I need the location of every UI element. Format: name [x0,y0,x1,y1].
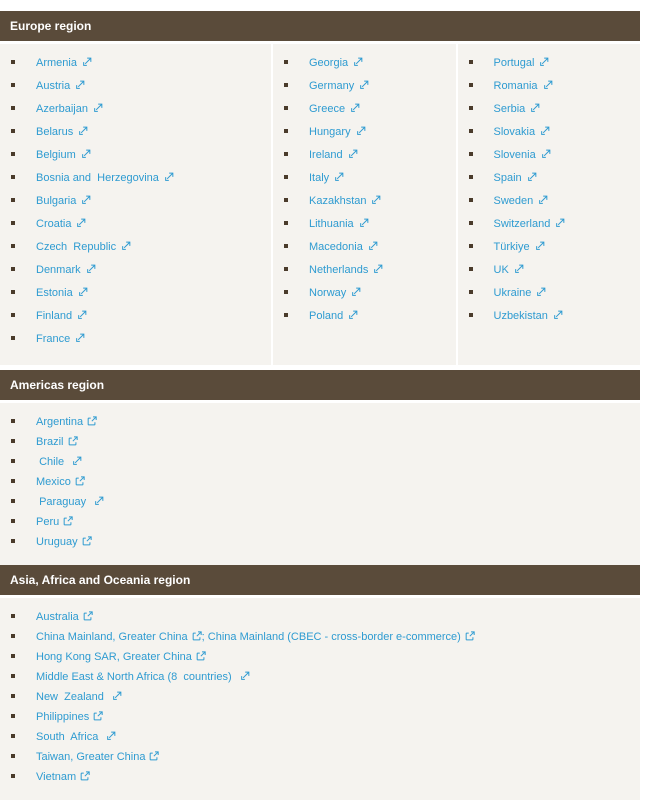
country-label: Germany [309,80,355,92]
bullet-icon [11,614,15,618]
external-link-arrow[interactable] [106,731,116,745]
country-label: Azerbaijan [36,103,88,115]
country-link[interactable] [309,195,381,207]
europe-columns [0,44,640,365]
country-link[interactable] [36,241,131,253]
country-link[interactable] [309,310,358,322]
external-link-arrow[interactable] [121,241,131,255]
country-label: Ukraine [493,287,532,299]
country-list-item [458,217,641,231]
external-link-box[interactable] [149,751,159,765]
europe-column-1 [0,44,271,365]
external-link-arrow[interactable] [75,333,85,347]
country-label: Spain [493,172,522,184]
external-link-arrow[interactable] [538,195,548,209]
bullet-icon [469,313,473,317]
country-list-item [0,125,271,139]
country-link[interactable] [494,80,553,92]
country-label: Netherlands [309,264,369,276]
country-link[interactable] [309,264,383,276]
bullet-icon [469,152,473,156]
bullet-icon [469,198,473,202]
country-link[interactable] [36,310,87,322]
external-link-arrow[interactable] [359,218,369,232]
country-label: Uruguay [36,536,78,548]
country-list-item [0,475,640,489]
section-europe [0,11,640,365]
country-link[interactable] [36,80,85,92]
country-label: Portugal [493,57,535,69]
country-link[interactable] [494,218,566,230]
country-list-item [273,171,456,185]
country-link[interactable] [36,611,93,623]
country-list-item [0,56,271,70]
country-list-item [0,435,640,449]
country-label: Armenia [36,57,77,69]
country-list-item [0,332,271,346]
country-label: UK [493,264,509,276]
external-link-box[interactable] [192,631,202,645]
section-asia-africa-oceania [0,565,640,800]
bullet-icon [469,175,473,179]
external-link-arrow[interactable] [541,149,551,163]
country-list-item [0,79,271,93]
country-list-item [458,286,641,300]
bullet-icon [284,313,288,317]
bullet-icon [11,754,15,758]
country-link[interactable] [36,516,73,528]
external-link-box[interactable] [68,436,78,450]
external-link-box[interactable] [196,651,206,665]
country-label: South Africa [36,731,102,743]
country-label: Bulgaria [36,195,77,207]
country-label: Vietnam [36,771,77,783]
bullet-icon [284,244,288,248]
bullet-icon [11,519,15,523]
country-link[interactable] [36,264,96,276]
country-link[interactable] [36,126,88,138]
external-link-arrow[interactable] [527,172,537,186]
bullet-icon [284,267,288,271]
country-list-item [0,515,640,529]
country-label: Australia [36,611,79,623]
country-link[interactable] [309,218,369,230]
bullet-icon [11,152,15,156]
country-link[interactable] [36,287,88,299]
country-list-item [458,240,641,254]
country-link[interactable] [494,310,563,322]
bullet-icon [469,60,473,64]
country-list-item [458,79,641,93]
bullet-icon [11,479,15,483]
bullet-icon [11,499,15,503]
country-label: Georgia [309,57,349,69]
bullet-icon [11,129,15,133]
country-label: China Mainland (CBEC - cross-border e-commerce) [207,631,461,643]
country-link[interactable] [36,218,86,230]
external-link-arrow[interactable] [72,456,82,470]
country-list-item [0,710,640,724]
external-link-arrow[interactable] [240,671,250,685]
country-label: Austria [36,80,71,92]
country-list-item [0,730,640,744]
country-list-item [0,650,640,664]
external-link-box[interactable] [80,771,90,785]
country-link[interactable] [494,287,547,299]
country-link[interactable] [36,476,85,488]
country-link[interactable] [36,149,91,161]
country-list-item [273,148,456,162]
country-link[interactable] [36,631,202,643]
country-label: Romania [493,80,538,92]
country-list-item [0,309,271,323]
country-label: Slovenia [493,149,536,161]
country-link[interactable] [36,691,122,703]
bullet-icon [11,539,15,543]
country-list-item [0,670,640,684]
country-list-item [0,750,640,764]
country-list-item [458,171,641,185]
country-link[interactable] [494,103,541,115]
external-link-arrow[interactable] [356,126,366,140]
country-label: Greece [309,103,346,115]
bullet-icon [11,459,15,463]
country-label: Philippines [36,711,90,723]
country-link[interactable] [36,671,250,683]
external-link-arrow[interactable] [368,241,378,255]
bullet-icon [284,175,288,179]
bullet-icon [11,694,15,698]
europe-column-3 [458,44,641,365]
country-label: Mexico [36,476,71,488]
section-americas [0,370,640,565]
external-link-arrow[interactable] [351,287,361,301]
country-list-item [273,217,456,231]
country-label: Hong Kong SAR, Greater China [36,651,192,663]
bullet-icon [11,634,15,638]
region-header-europe [0,11,640,41]
country-link[interactable] [36,103,103,115]
bullet-icon [11,654,15,658]
country-list-item [273,263,456,277]
country-label: Uzbekistan [493,310,548,322]
country-label: Serbia [493,103,526,115]
country-list-item [0,415,640,429]
country-label: Switzerland [493,218,551,230]
external-link-arrow[interactable] [543,80,553,94]
country-list-item [458,194,641,208]
bullet-icon [284,106,288,110]
country-label: Taiwan, Greater China [36,751,146,763]
external-link-arrow[interactable] [93,103,103,117]
external-link-box[interactable] [82,536,92,550]
external-link-arrow[interactable] [555,218,565,232]
bullet-icon [469,83,473,87]
country-label: Macedonia [309,241,363,253]
external-link-arrow[interactable] [539,57,549,71]
external-link-arrow[interactable] [348,149,358,163]
country-link[interactable] [36,456,82,468]
country-link[interactable] [494,172,537,184]
bullet-icon [11,175,15,179]
country-list-item [273,309,456,323]
bullet-icon [284,152,288,156]
bullet-icon [11,198,15,202]
external-link-box[interactable] [87,416,97,430]
country-link[interactable] [36,711,103,723]
country-label: Brazil [36,436,64,448]
country-list-item [0,102,271,116]
bullet-icon [11,734,15,738]
country-list-item [458,148,641,162]
country-label: Kazakhstan [309,195,367,207]
external-link-arrow[interactable] [371,195,381,209]
bullet-icon [11,714,15,718]
bullet-icon [11,106,15,110]
external-link-box[interactable] [63,516,73,530]
bullet-icon [284,60,288,64]
country-list-item [0,690,640,704]
country-list-item [0,148,271,162]
bullet-icon [284,290,288,294]
external-link-arrow[interactable] [164,172,174,186]
country-link[interactable] [309,57,363,69]
country-label: Croatia [36,218,72,230]
country-list-item [0,455,640,469]
bullet-icon [11,83,15,87]
country-link[interactable] [36,195,91,207]
external-link-arrow[interactable] [112,691,122,705]
external-link-arrow[interactable] [78,126,88,140]
country-label: Lithuania [309,218,354,230]
bullet-icon [11,419,15,423]
country-label: Norway [309,287,347,299]
external-link-arrow[interactable] [353,57,363,71]
asia-africa-oceania-list [0,598,640,800]
country-label: Bosnia and Herzegovina [36,172,159,184]
bullet-icon [469,244,473,248]
bullet-icon [11,774,15,778]
country-link[interactable] [36,751,159,763]
external-link-arrow[interactable] [359,80,369,94]
country-link[interactable] [36,333,85,345]
external-link-box[interactable] [93,711,103,725]
country-link[interactable] [309,126,366,138]
country-label: Ireland [309,149,343,161]
country-list-item [458,309,641,323]
country-list-item [0,495,640,509]
country-list-item [0,610,640,624]
bullet-icon [11,439,15,443]
country-label: Argentina [36,416,84,428]
external-link-arrow[interactable] [530,103,540,117]
country-list-item [458,125,641,139]
external-link-arrow[interactable] [86,264,96,278]
external-link-arrow[interactable] [334,172,344,186]
country-list-item [458,56,641,70]
external-link-arrow[interactable] [82,57,92,71]
bullet-icon [469,267,473,271]
country-link[interactable] [309,287,361,299]
external-link-box[interactable] [75,476,85,490]
country-label: Italy [309,172,330,184]
external-link-arrow[interactable] [373,264,383,278]
country-label: Peru [36,516,60,528]
region-header-asia-africa-oceania [0,565,640,595]
external-link-arrow[interactable] [78,287,88,301]
country-list-item [273,240,456,254]
country-label: France [36,333,71,345]
country-link[interactable] [494,149,551,161]
external-link-arrow[interactable] [350,103,360,117]
bullet-icon [11,221,15,225]
bullet-icon [469,221,473,225]
external-link-arrow[interactable] [553,310,563,324]
country-list-item [273,102,456,116]
bullet-icon [11,336,15,340]
region-title-europe: Europe region [10,19,92,33]
bullet-icon [284,221,288,225]
country-list-item [0,217,271,231]
country-label: New Zealand [36,691,107,703]
external-link-arrow[interactable] [348,310,358,324]
country-label: Belgium [36,149,76,161]
external-link-box[interactable] [465,631,475,645]
region-title-americas: Americas region [10,378,105,392]
region-title-asia-africa-oceania: Asia, Africa and Oceania region [10,573,191,587]
country-label: Chile [36,456,68,468]
country-link[interactable] [309,80,369,92]
country-list-item [458,263,641,277]
external-link-arrow[interactable] [535,241,545,255]
country-list-item [273,194,456,208]
country-link[interactable] [309,241,378,253]
country-list-item [0,240,271,254]
country-list-item [0,263,271,277]
country-label: Estonia [36,287,73,299]
country-list-item [273,56,456,70]
country-link[interactable] [309,103,360,115]
bullet-icon [11,244,15,248]
country-label: Sweden [493,195,534,207]
country-list-item: China Mainland, Greater China ; China Mainland (CBEC - cross-border e-commerce) [0,630,640,644]
country-label: Poland [309,310,344,322]
country-label: Hungary [309,126,351,138]
country-link[interactable] [36,416,97,428]
country-list-item [0,194,271,208]
country-list-item [458,102,641,116]
country-label: Türkiye [493,241,530,253]
country-link[interactable] [36,731,116,743]
country-link[interactable] [494,241,545,253]
external-link-arrow[interactable] [81,149,91,163]
country-label: China Mainland, Greater China [36,631,188,643]
country-list-item [0,286,271,300]
country-link[interactable] [36,57,92,69]
country-list-item [0,171,271,185]
country-link[interactable] [309,172,344,184]
europe-column-2 [273,44,456,365]
bullet-icon [11,60,15,64]
bullet-icon [469,106,473,110]
country-link[interactable] [36,536,92,548]
country-label: Slovakia [493,126,536,138]
country-list-item [0,770,640,784]
external-link-arrow[interactable] [94,496,104,510]
country-link[interactable] [494,57,550,69]
bullet-icon [11,267,15,271]
external-link-arrow[interactable] [514,264,524,278]
country-link[interactable] [36,651,206,663]
country-link[interactable] [494,126,551,138]
external-link-arrow[interactable] [76,218,86,232]
region-header-americas [0,370,640,400]
bullet-icon [284,129,288,133]
country-link[interactable] [494,195,549,207]
bullet-icon [11,313,15,317]
country-label: Denmark [36,264,81,276]
bullet-icon [284,198,288,202]
country-label: Paraguay [36,496,90,508]
bullet-icon [469,290,473,294]
country-label: Finland [36,310,73,322]
americas-list [0,403,640,565]
bullet-icon [284,83,288,87]
country-link[interactable] [36,496,104,508]
bullet-icon [11,674,15,678]
country-list-item [0,535,640,549]
country-label: Czech Republic [36,241,117,253]
country-label: Middle East & North Africa (8 countries) [36,671,235,683]
bullet-icon [11,290,15,294]
country-list-item [273,79,456,93]
external-link-arrow[interactable] [81,195,91,209]
country-list-item [273,125,456,139]
bullet-icon [469,129,473,133]
country-link[interactable] [208,631,475,643]
external-link-arrow[interactable] [77,310,87,324]
country-list-item [273,286,456,300]
country-link[interactable] [36,172,174,184]
country-link[interactable] [494,264,524,276]
external-link-arrow[interactable] [536,287,546,301]
country-label: Belarus [36,126,74,138]
external-link-arrow[interactable] [75,80,85,94]
country-link[interactable] [309,149,358,161]
external-link-arrow[interactable] [540,126,550,140]
country-link[interactable] [36,771,90,783]
country-link[interactable] [36,436,78,448]
external-link-box[interactable] [83,611,93,625]
